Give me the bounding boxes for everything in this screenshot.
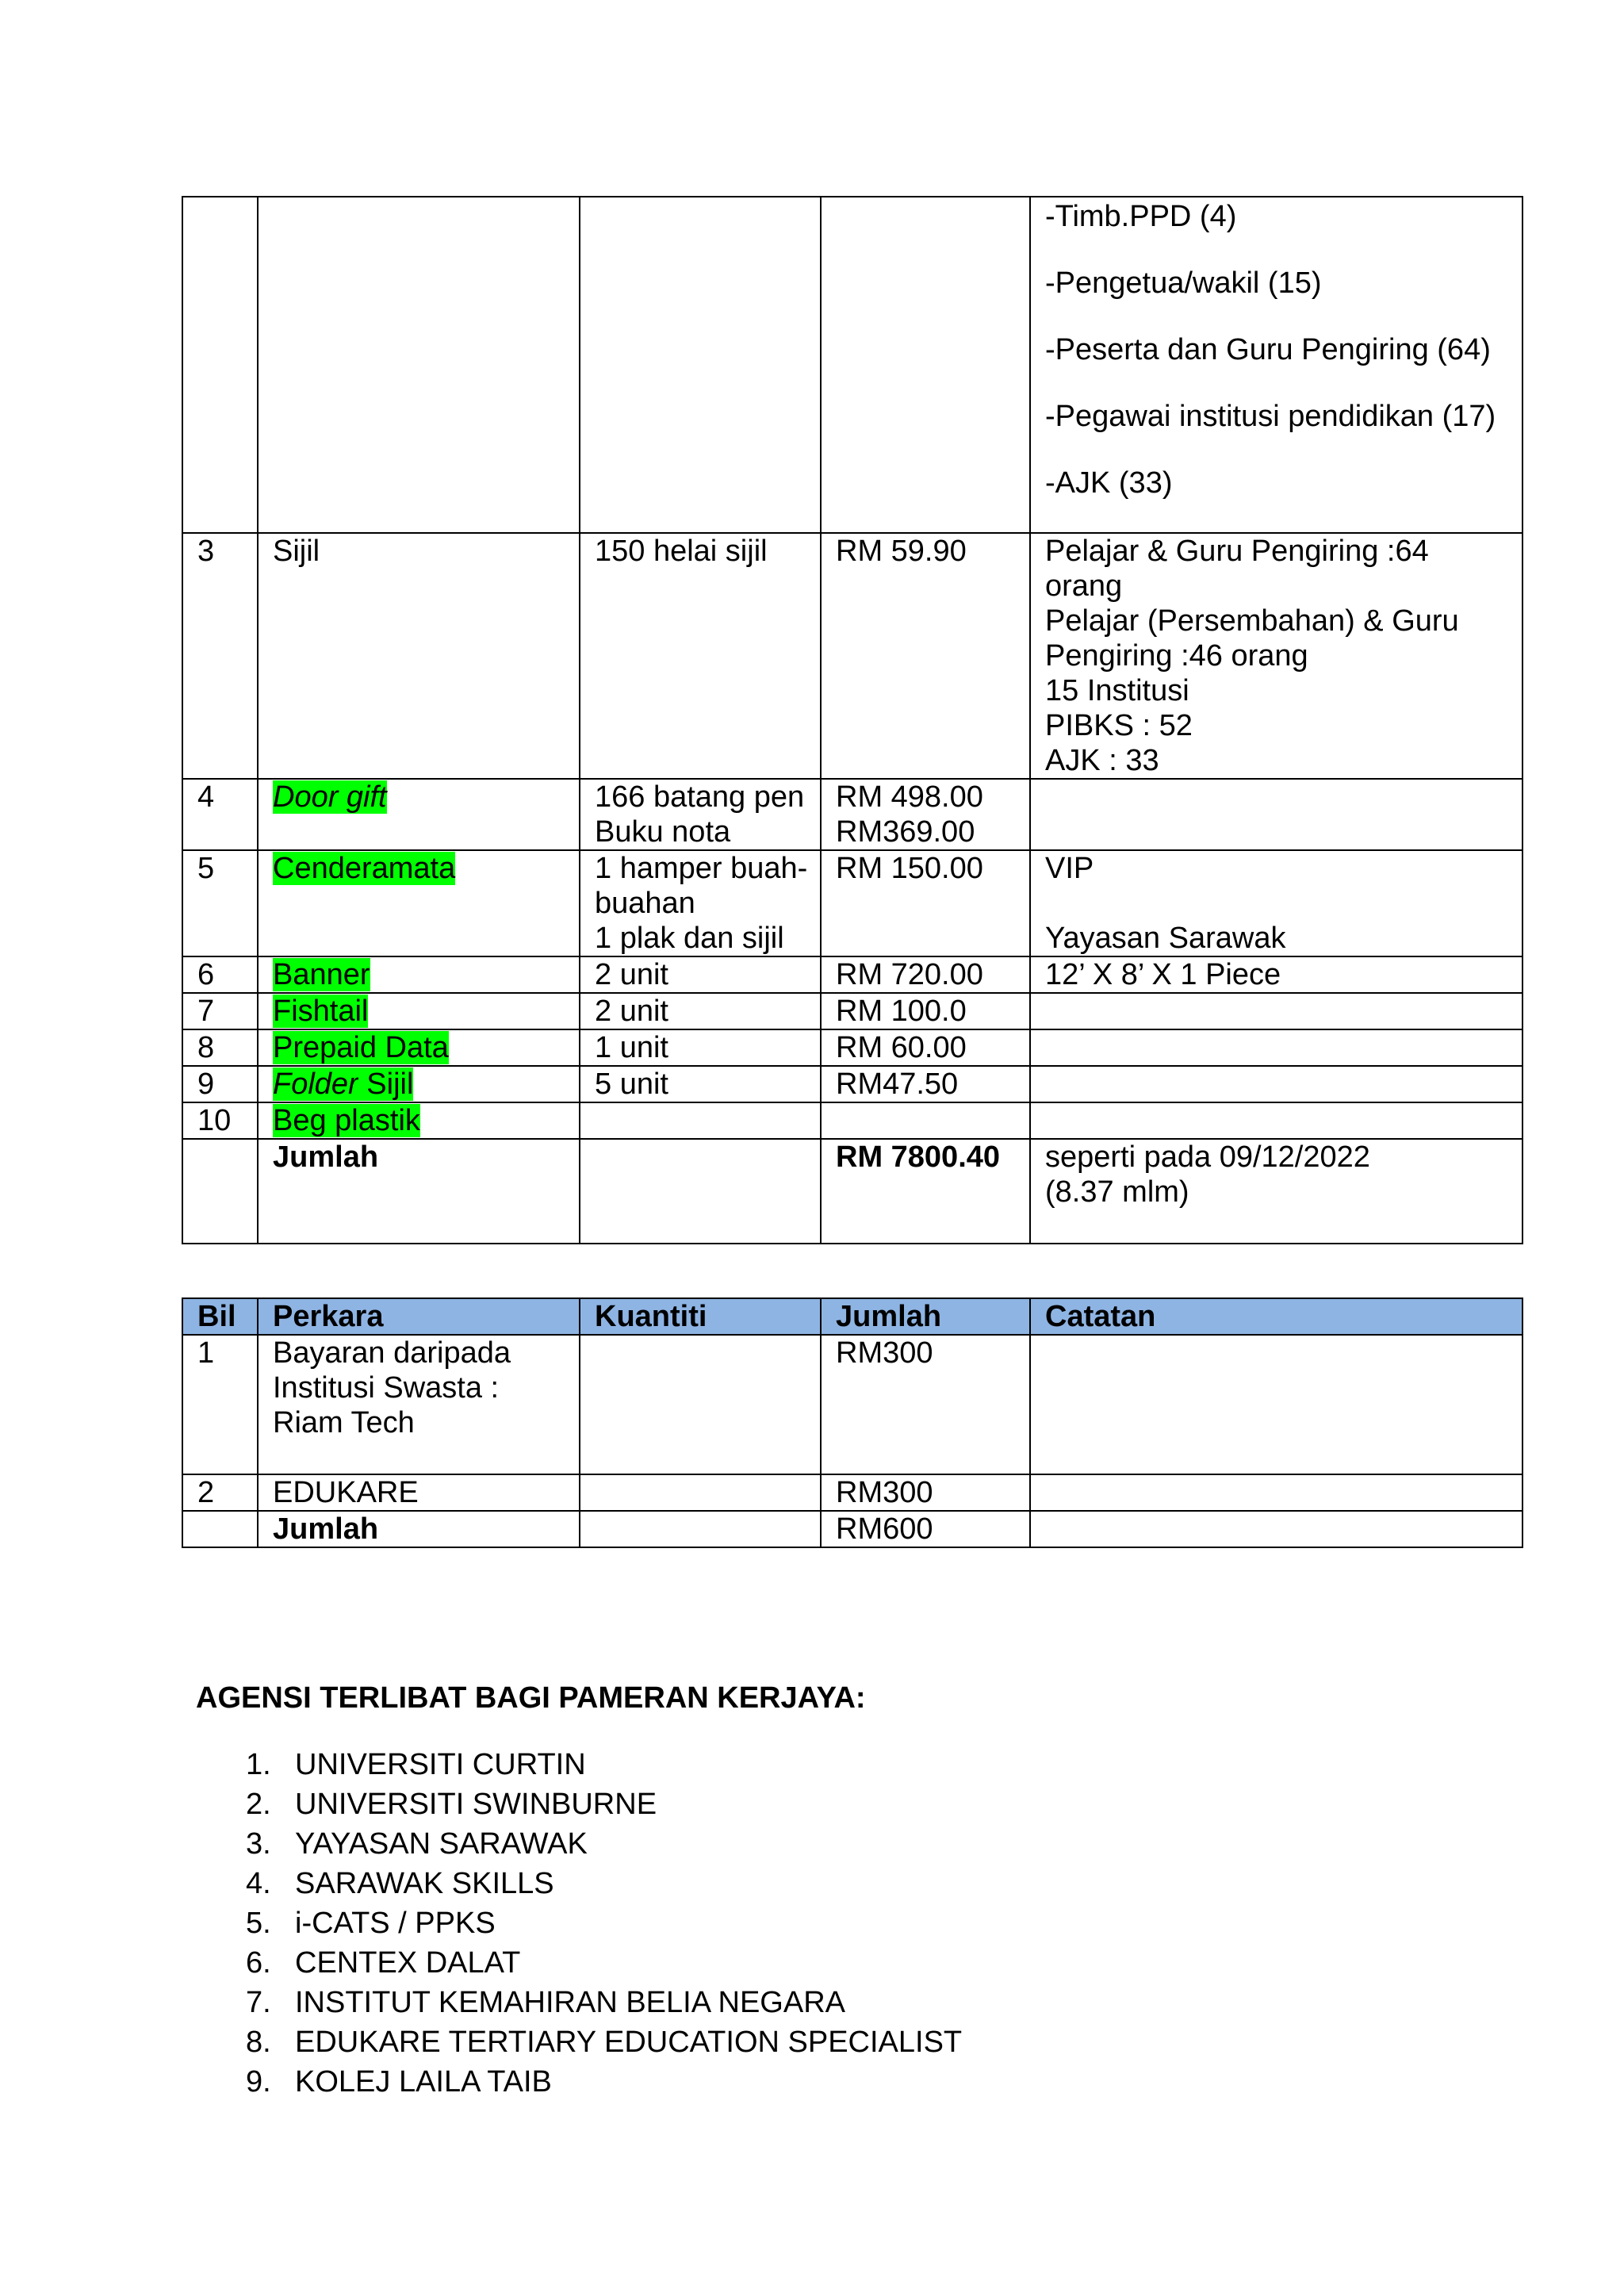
perkara-text: Beg plastik: [273, 1104, 420, 1137]
column-header: Bil: [182, 1298, 258, 1335]
table-row: [182, 1066, 1522, 1102]
catatan-line: [1045, 886, 1522, 921]
total-amount: RM600: [821, 1511, 1030, 1547]
kuantiti-cell: [580, 1102, 821, 1139]
list-item: 7. INSTITUT KEMAHIRAN BELIA NEGARA: [246, 1986, 846, 2019]
total-label: Jumlah: [258, 1139, 580, 1244]
list-item: 1. UNIVERSITI CURTIN: [246, 1748, 586, 1781]
jumlah-line: RM 150.00: [836, 852, 983, 885]
note-line: -Timb.PPD (4): [1045, 200, 1237, 233]
table-row: [182, 1102, 1522, 1139]
table-row: [182, 993, 1522, 1029]
list-item: 4. SARAWAK SKILLS: [246, 1867, 554, 1900]
catatan-line: AJK : 33: [1045, 744, 1159, 777]
kuantiti-line: buahan: [595, 887, 695, 920]
bil-cell: 6: [182, 956, 258, 993]
table-row: [182, 779, 1522, 850]
kuantiti-cell: 5 unit: [580, 1066, 821, 1102]
table-row: [182, 956, 1522, 993]
catatan-cell: [1030, 993, 1522, 1029]
bil-cell: 3: [182, 533, 258, 779]
jumlah-cell: [821, 1102, 1030, 1139]
jumlah-line: RM 59.90: [836, 535, 967, 568]
bil-cell: 8: [182, 1029, 258, 1066]
bil-cell: 4: [182, 779, 258, 850]
catatan-line: Pelajar & Guru Pengiring :64: [1045, 535, 1429, 568]
list-item: 2. UNIVERSITI SWINBURNE: [246, 1788, 657, 1821]
column-header: Perkara: [258, 1298, 580, 1335]
jumlah-cell: RM300: [821, 1335, 1030, 1474]
total-label: Jumlah: [258, 1511, 580, 1547]
perkara-cell: [258, 1102, 580, 1139]
catatan-line: Yayasan Sarawak: [1045, 922, 1286, 955]
note-line: -Peserta dan Guru Pengiring (64): [1045, 333, 1491, 366]
column-header: Jumlah: [821, 1298, 1030, 1335]
jumlah-cell: [821, 850, 1030, 956]
kuantiti-cell: 2 unit: [580, 956, 821, 993]
list-item: 5. i-CATS / PPKS: [246, 1907, 496, 1940]
table-header-row: [182, 1298, 1522, 1335]
catatan-cell: [1030, 197, 1522, 533]
bil-cell: 10: [182, 1102, 258, 1139]
perkara-line: Institusi Swasta :: [273, 1371, 500, 1405]
column-header: Kuantiti: [580, 1298, 821, 1335]
catatan-line: PIBKS : 52: [1045, 709, 1193, 742]
kuantiti-line: 1 hamper buah-: [595, 852, 808, 885]
kuantiti-cell: 1 unit: [580, 1029, 821, 1066]
catatan-cell: [1030, 1029, 1522, 1066]
total-amount: RM 7800.40: [821, 1139, 1030, 1244]
kuantiti-cell: [580, 533, 821, 779]
jumlah-line: RM369.00: [836, 815, 975, 849]
kuantiti-line: 166 batang pen: [595, 780, 805, 814]
perkara-text: Folder: [273, 1068, 358, 1101]
table-row: [182, 850, 1522, 956]
jumlah-line: RM 498.00: [836, 780, 983, 814]
jumlah-cell: RM300: [821, 1474, 1030, 1511]
bil-cell: 5: [182, 850, 258, 956]
jumlah-cell: RM 100.0: [821, 993, 1030, 1029]
kuantiti-cell: [580, 850, 821, 956]
catatan-cell: [1030, 779, 1522, 850]
perkara-text: Banner: [273, 958, 370, 991]
note-line: -Pegawai institusi pendidikan (17): [1045, 400, 1496, 433]
kuantiti-line: 150 helai sijil: [595, 535, 768, 568]
bil-cell: 9: [182, 1066, 258, 1102]
expense-table: [182, 196, 1523, 1244]
perkara-cell: [258, 779, 580, 850]
table-row: [182, 1029, 1522, 1066]
list-item: 8. EDUKARE TERTIARY EDUCATION SPECIALIST: [246, 2026, 963, 2059]
jumlah-cell: RM 60.00: [821, 1029, 1030, 1066]
note-line: -Pengetua/wakil (15): [1045, 266, 1322, 300]
jumlah-cell: [821, 533, 1030, 779]
kuantiti-line: 1 plak dan sijil: [595, 922, 784, 955]
jumlah-cell: RM 720.00: [821, 956, 1030, 993]
table-row: [182, 1474, 1522, 1511]
catatan-line: 15 Institusi: [1045, 674, 1189, 707]
catatan-cell: [1030, 850, 1522, 956]
total-row: [182, 1511, 1522, 1547]
jumlah-cell: [821, 779, 1030, 850]
catatan-cell: 12’ X 8’ X 1 Piece: [1030, 956, 1522, 993]
bil-cell: 1: [182, 1335, 258, 1474]
catatan-line: Pengiring :46 orang: [1045, 639, 1308, 673]
agency-list: [246, 1745, 962, 2102]
list-item: 9. KOLEJ LAILA TAIB: [246, 2065, 552, 2099]
perkara-line: Bayaran daripada: [273, 1336, 511, 1370]
kuantiti-line: Buku nota: [595, 815, 731, 849]
perkara-cell: [258, 956, 580, 993]
list-item: 3. YAYASAN SARAWAK: [246, 1827, 588, 1861]
note-line: -AJK (33): [1045, 466, 1173, 500]
total-row: [182, 1139, 1522, 1244]
catatan-line: seperti pada 09/12/2022: [1045, 1140, 1370, 1174]
perkara-cell: [258, 993, 580, 1029]
catatan-line: orang: [1045, 569, 1123, 603]
agency-heading: AGENSI TERLIBAT BAGI PAMERAN KERJAYA:: [196, 1681, 866, 1715]
kuantiti-cell: [580, 779, 821, 850]
income-table: [182, 1297, 1523, 1548]
table-row: [182, 1335, 1522, 1474]
perkara-cell: [258, 1066, 580, 1102]
bil-cell: 2: [182, 1474, 258, 1511]
column-header: Catatan: [1030, 1298, 1522, 1335]
catatan-cell: [1030, 1102, 1522, 1139]
table-row: [182, 533, 1522, 779]
perkara-text: Door gift: [273, 780, 387, 814]
catatan-cell: [1030, 533, 1522, 779]
perkara-text: Sijil: [358, 1068, 414, 1101]
perkara-cell: Sijil: [258, 533, 580, 779]
perkara-line: Riam Tech: [273, 1406, 415, 1439]
table-row: [182, 197, 1522, 533]
perkara-text: Prepaid Data: [273, 1031, 449, 1064]
jumlah-cell: RM47.50: [821, 1066, 1030, 1102]
perkara-text: Fishtail: [273, 995, 369, 1028]
catatan-line: (8.37 mlm): [1045, 1175, 1189, 1209]
perkara-cell: EDUKARE: [258, 1474, 580, 1511]
perkara-cell: [258, 850, 580, 956]
catatan-line: VIP: [1045, 852, 1094, 885]
catatan-cell: [1030, 1139, 1522, 1244]
catatan-cell: [1030, 1066, 1522, 1102]
kuantiti-cell: 2 unit: [580, 993, 821, 1029]
list-item: 6. CENTEX DALAT: [246, 1946, 521, 1980]
bil-cell: 7: [182, 993, 258, 1029]
perkara-cell: [258, 1335, 580, 1474]
perkara-cell: [258, 1029, 580, 1066]
perkara-text: Cenderamata: [273, 852, 456, 885]
catatan-line: Pelajar (Persembahan) & Guru: [1045, 604, 1459, 638]
